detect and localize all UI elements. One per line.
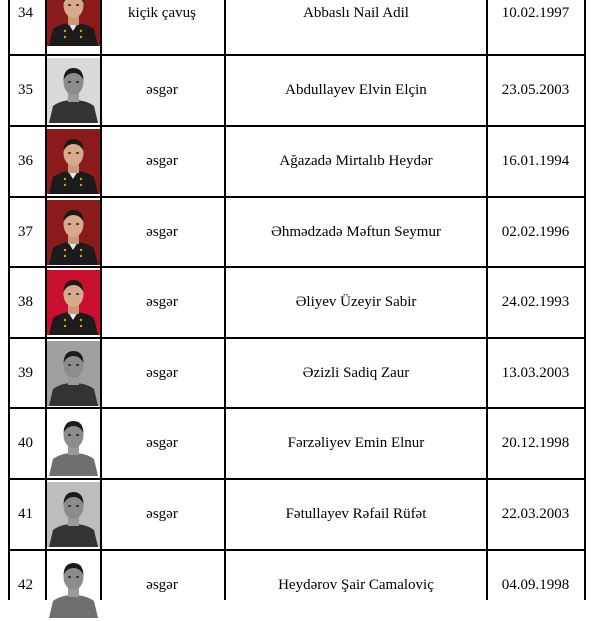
photo-cell: [47, 197, 100, 268]
name-cell: Heydərov Şair Camaloviç: [278, 577, 434, 593]
portrait-photo: [47, 58, 100, 123]
table-row-border: [8, 125, 584, 127]
table-row: [0, 408, 603, 479]
portrait-photo: [47, 200, 100, 265]
portrait-photo: [47, 129, 100, 194]
row-number: [10, 479, 45, 550]
table-row-border: [8, 549, 584, 551]
row-number: [10, 338, 45, 409]
row-number-text: 42: [18, 577, 33, 593]
rank-cell: əsgər: [146, 224, 178, 240]
date-cell: 02.02.1996: [501, 224, 570, 240]
table-row-border: [8, 337, 584, 339]
date-cell: 23.05.2003: [501, 82, 570, 98]
rank-cell: əsgər: [146, 435, 178, 451]
row-number: [10, 0, 45, 49]
photo-cell: [47, 0, 100, 49]
name-cell: Abbaslı Nail Adil: [303, 5, 409, 21]
table-row: [0, 55, 603, 126]
rank-cell: əsgər: [146, 577, 178, 593]
name-cell: Fətullayev Rəfail Rüfət: [285, 506, 427, 522]
table-row-border: [8, 478, 584, 480]
row-number: [10, 408, 45, 479]
table-row: [0, 338, 603, 409]
name-cell: Əhmədzadə Məftun Seymur: [271, 224, 441, 240]
row-number-text: 41: [18, 506, 33, 522]
portrait-photo: [47, 270, 100, 335]
row-number: [10, 197, 45, 268]
row-number-text: 34: [18, 5, 33, 21]
table-row: [0, 550, 603, 621]
photo-cell: [47, 55, 100, 126]
row-number-text: 35: [18, 82, 33, 98]
date-cell: 04.09.1998: [501, 577, 570, 593]
name-cell: Abdullayev Elvin Elçin: [285, 82, 427, 98]
name-cell: Əzizli Sadiq Zaur: [302, 365, 410, 381]
portrait-photo: [47, 411, 100, 476]
name-cell: Fərzəliyev Emin Elnur: [287, 435, 425, 451]
table-row: [0, 0, 603, 49]
photo-cell: [47, 126, 100, 197]
portrait-photo: [47, 482, 100, 547]
table-row-border: [8, 266, 584, 268]
date-cell: 16.01.1994: [501, 153, 570, 169]
rank-cell: əsgər: [146, 365, 178, 381]
photo-cell: [47, 408, 100, 479]
table-row-border: [8, 196, 584, 198]
row-number: [10, 55, 45, 126]
row-number-text: 38: [18, 294, 33, 310]
date-cell: 22.03.2003: [501, 506, 570, 522]
row-number-text: 40: [18, 435, 33, 451]
portrait-photo: [47, 341, 100, 406]
photo-cell: [47, 267, 100, 338]
table-row: [0, 479, 603, 550]
row-number-text: 37: [18, 224, 33, 240]
photo-cell: [47, 479, 100, 550]
row-number: [10, 267, 45, 338]
date-cell: 13.03.2003: [501, 365, 570, 381]
name-cell: Ağazadə Mirtalıb Heydər: [279, 153, 433, 169]
rank-cell: əsgər: [146, 294, 178, 310]
rank-cell: əsgər: [146, 153, 178, 169]
table-row: [0, 197, 603, 268]
portrait-photo: [47, 0, 100, 46]
portrait-photo: [47, 553, 100, 618]
photo-cell: [47, 550, 100, 621]
row-number-text: 36: [18, 153, 33, 169]
table-row-border: [8, 54, 584, 56]
date-cell: 24.02.1993: [501, 294, 570, 310]
rank-cell: əsgər: [146, 506, 178, 522]
row-number: [10, 550, 45, 621]
table-row: [0, 126, 603, 197]
row-number: [10, 126, 45, 197]
table-row: [0, 267, 603, 338]
photo-cell: [47, 338, 100, 409]
rank-cell: kiçik çavuş: [128, 5, 196, 21]
rank-cell: əsgər: [146, 82, 178, 98]
date-cell: 20.12.1998: [501, 435, 570, 451]
date-cell: 10.02.1997: [501, 5, 570, 21]
name-cell: Əliyev Üzeyir Sabir: [295, 294, 417, 310]
row-number-text: 39: [18, 365, 33, 381]
table-row-border: [8, 407, 584, 409]
